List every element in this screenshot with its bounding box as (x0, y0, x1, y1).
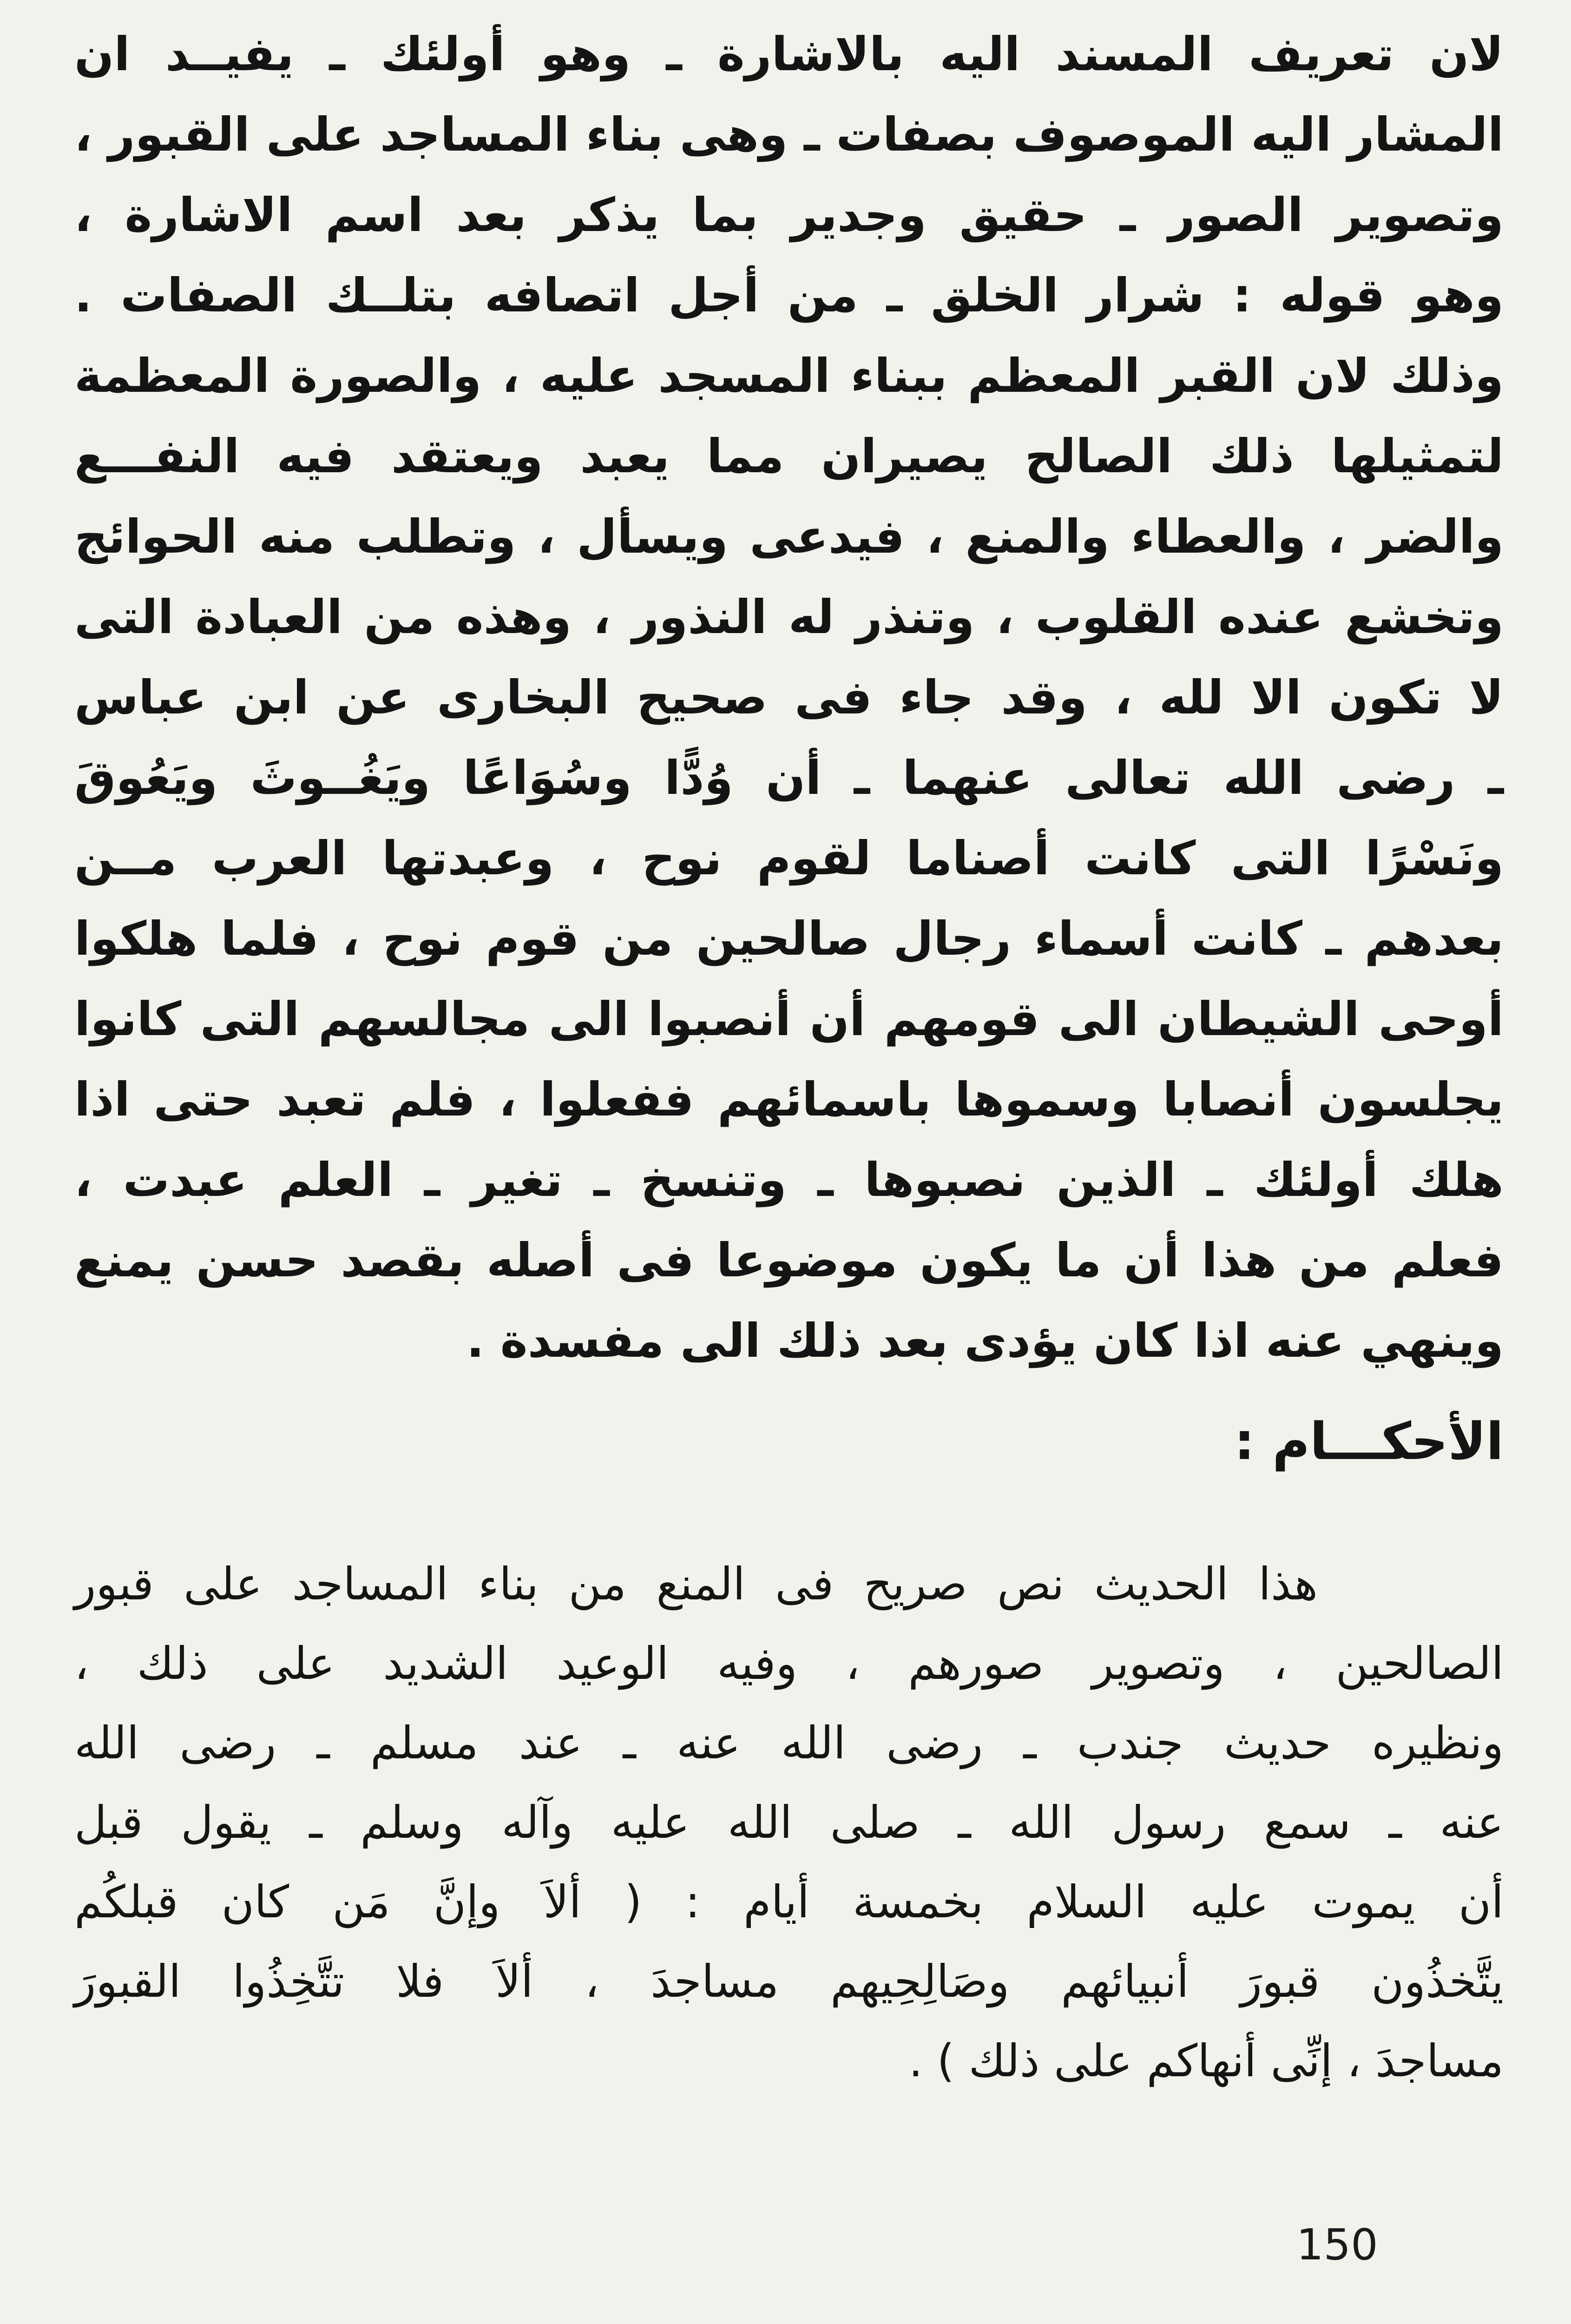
paragraph-1 (74, 14, 1504, 1381)
text-line: لتمثيلها ذلك الصالح يصيران مما يعبد ويعتقد فيه النفـــع (74, 429, 1504, 483)
text-line: أوحى الشيطان الى قومهم أن أنصبوا الى مجالسهم التى كانوا (74, 992, 1504, 1046)
page-number: 150 (1296, 2220, 1378, 2270)
text-line: المشار اليه الموصوف بصفات ـ وهى بناء المساجد على القبور ، (74, 107, 1504, 162)
text-line: عنه ـ سمع رسول الله ـ صلى الله عليه وآله وسلم ـ يقول قبل (74, 1796, 1504, 1849)
text-line: ونَسْرًا التى كانت أصناما لقوم نوح ، وعبدتها العرب مــن (74, 831, 1504, 885)
text-line: وتصوير الصور ـ حقيق وجدير بما يذكر بعد اسم الاشارة ، (74, 188, 1504, 242)
text-line: وهو قوله : شرار الخلق ـ من أجل اتصافه بتلــك الصفات . (74, 268, 1504, 323)
text-line: فعلم من هذا أن ما يكون موضوعا فى أصله بقصد حسن يمنع (74, 1233, 1504, 1287)
text-line: يتَّخذُون قبورَ أنبيائهم وصَالِحِيهم مساجدَ ، ألاَ فلا تتَّخِذُوا القبورَ (74, 1955, 1504, 2007)
paragraph-2 (74, 1545, 1504, 2101)
text-line: هذا الحديث نص صريح فى المنع من بناء المساجد على قبور (74, 1558, 1318, 1610)
text-line: يجلسون أنصابا وسموها باسمائهم ففعلوا ، فلم تعبد حتى اذا (74, 1072, 1504, 1127)
text-line: هلك أولئك ـ الذين نصبوها ـ وتنسخ ـ تغير ـ العلم عبدت ، (74, 1153, 1504, 1207)
section-heading: الأحكـــام : (1234, 1412, 1504, 1471)
text-line: ـ رضى الله تعالى عنهما ـ أن وُدًّا وسُوَاعًا ويَغُــوثَ ويَعُوقَ (74, 751, 1504, 805)
text-line: الصالحين ، وتصوير صورهم ، وفيه الوعيد الشديد على ذلك ، (74, 1637, 1504, 1690)
text-line: أن يموت عليه السلام بخمسة أيام : ( ألاَ وإنَّ مَن كان قبلكُم (74, 1876, 1504, 1928)
text-line: وتخشع عنده القلوب ، وتنذر له النذور ، وهذه من العبادة التى (74, 590, 1504, 644)
text-line: مساجدَ ، إنِّى أنهاكم على ذلك ) . (908, 2035, 1504, 2087)
text-line: لان تعريف المسند اليه بالاشارة ـ وهو أولئك ـ يفيــد ان (74, 27, 1504, 81)
text-line: بعدهم ـ كانت أسماء رجال صالحين من قوم نوح ، فلما هلكوا (74, 911, 1504, 966)
text-line: وينهي عنه اذا كان يؤدى بعد ذلك الى مفسدة . (466, 1314, 1504, 1368)
text-line: ونظيره حديث جندب ـ رضى الله عنه ـ عند مسلم ـ رضى الله (74, 1717, 1504, 1769)
text-line: وذلك لان القبر المعظم ببناء المسجد عليه ، والصورة المعظمة (74, 349, 1504, 403)
text-line: والضر ، والعطاء والمنع ، فيدعى ويسأل ، وتطلب منه الحوائج (74, 509, 1504, 564)
text-line: لا تكون الا لله ، وقد جاء فى صحيح البخارى عن ابن عباس (74, 670, 1504, 725)
